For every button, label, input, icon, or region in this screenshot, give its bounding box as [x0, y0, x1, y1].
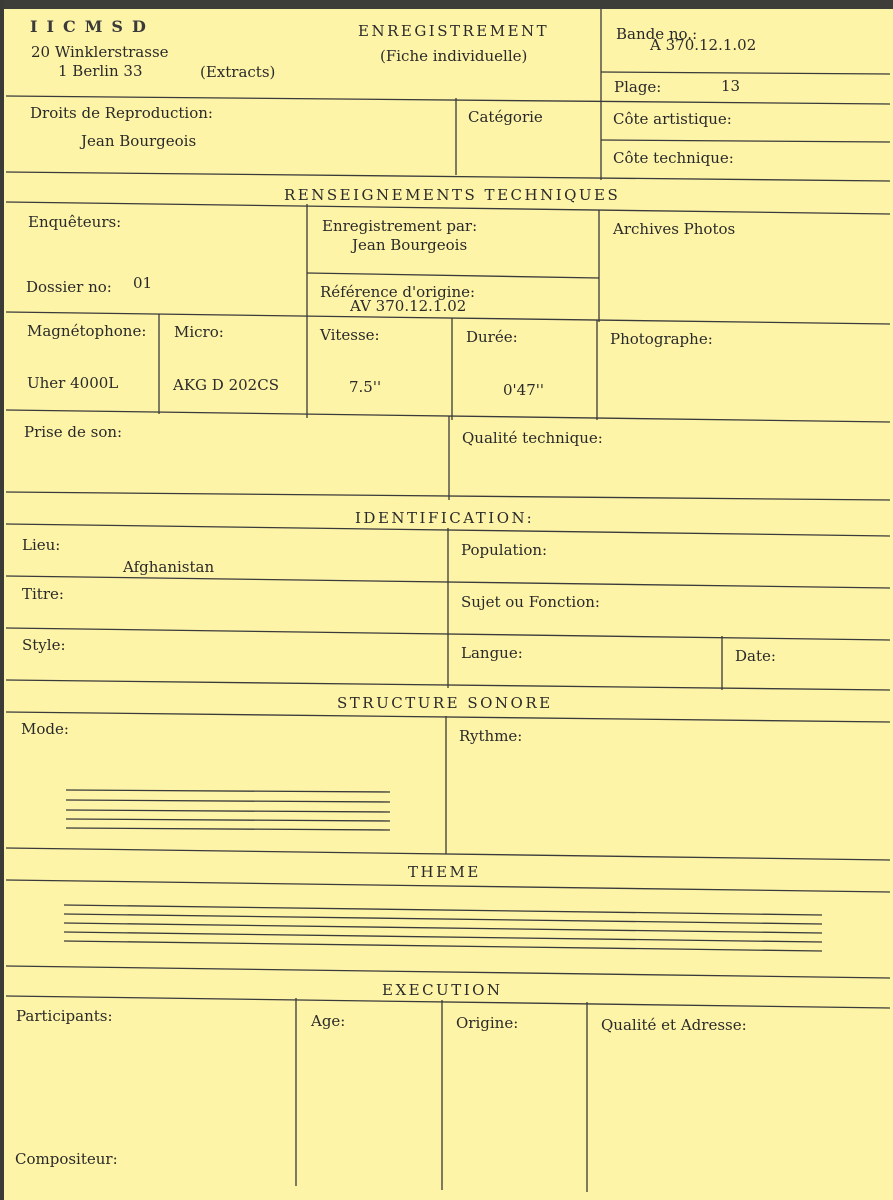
duree-value: 0'47''	[503, 381, 545, 399]
enregistrement-par-value: Jean Bourgeois	[352, 236, 468, 254]
prise-de-son-label: Prise de son:	[24, 423, 123, 441]
langue-label: Langue:	[461, 644, 523, 662]
magnetophone-value: Uher 4000L	[27, 374, 119, 392]
extracts-note: (Extracts)	[200, 63, 276, 81]
cote-technique-label: Côte technique:	[613, 149, 734, 167]
duree-label: Durée:	[466, 328, 518, 346]
plage-label: Plage:	[614, 78, 662, 96]
identification-heading: IDENTIFICATION:	[355, 509, 535, 527]
enqueteurs-label: Enquêteurs:	[28, 213, 122, 231]
qualite-adresse-label: Qualité et Adresse:	[601, 1016, 747, 1034]
mode-label: Mode:	[21, 720, 69, 738]
compositeur-label: Compositeur:	[15, 1150, 118, 1168]
cote-artistique-label: Côte artistique:	[613, 110, 732, 128]
rythme-label: Rythme:	[459, 727, 523, 745]
form-subtitle: (Fiche individuelle)	[380, 47, 528, 65]
style-label: Style:	[22, 636, 66, 654]
vitesse-label: Vitesse:	[320, 326, 380, 344]
sujet-fonction-label: Sujet ou Fonction:	[461, 593, 600, 611]
archives-photos-label: Archives Photos	[613, 220, 736, 238]
bande-value: A 370.12.1.02	[650, 36, 757, 54]
institution-logo: IICMSD	[30, 17, 155, 36]
execution-heading: EXECUTION	[382, 981, 503, 999]
dossier-value: 01	[133, 274, 153, 292]
lieu-value: Afghanistan	[123, 558, 215, 576]
technical-heading: RENSEIGNEMENTS TECHNIQUES	[284, 186, 621, 204]
structure-sonore-heading: STRUCTURE SONORE	[337, 694, 553, 712]
reference-label: Référence d'origine:	[320, 283, 476, 301]
droits-label: Droits de Reproduction:	[30, 104, 213, 122]
bande-label: Bande no.:	[616, 25, 698, 43]
population-label: Population:	[461, 541, 548, 559]
micro-value: AKG D 202CS	[173, 376, 279, 394]
droits-value: Jean Bourgeois	[81, 132, 197, 150]
reference-value: AV 370.12.1.02	[350, 297, 467, 315]
origine-label: Origine:	[456, 1014, 519, 1032]
photographe-label: Photographe:	[610, 330, 713, 348]
titre-label: Titre:	[22, 585, 64, 603]
theme-heading: THEME	[408, 863, 481, 881]
categorie-label: Catégorie	[468, 108, 543, 126]
magnetophone-label: Magnétophone:	[27, 322, 147, 340]
age-label: Age:	[311, 1012, 346, 1030]
participants-label: Participants:	[16, 1007, 113, 1025]
plage-value: 13	[721, 77, 741, 95]
date-label: Date:	[735, 647, 776, 665]
form-title: ENREGISTREMENT	[358, 22, 550, 40]
dossier-label: Dossier no:	[26, 278, 112, 296]
vitesse-value: 7.5''	[349, 378, 382, 396]
enregistrement-par-label: Enregistrement par:	[322, 217, 478, 235]
lieu-label: Lieu:	[22, 536, 61, 554]
address-line-1: 20 Winklerstrasse	[31, 43, 169, 61]
qualite-technique-label: Qualité technique:	[462, 429, 603, 447]
micro-label: Micro:	[174, 323, 224, 341]
address-line-2: 1 Berlin 33	[58, 62, 143, 80]
